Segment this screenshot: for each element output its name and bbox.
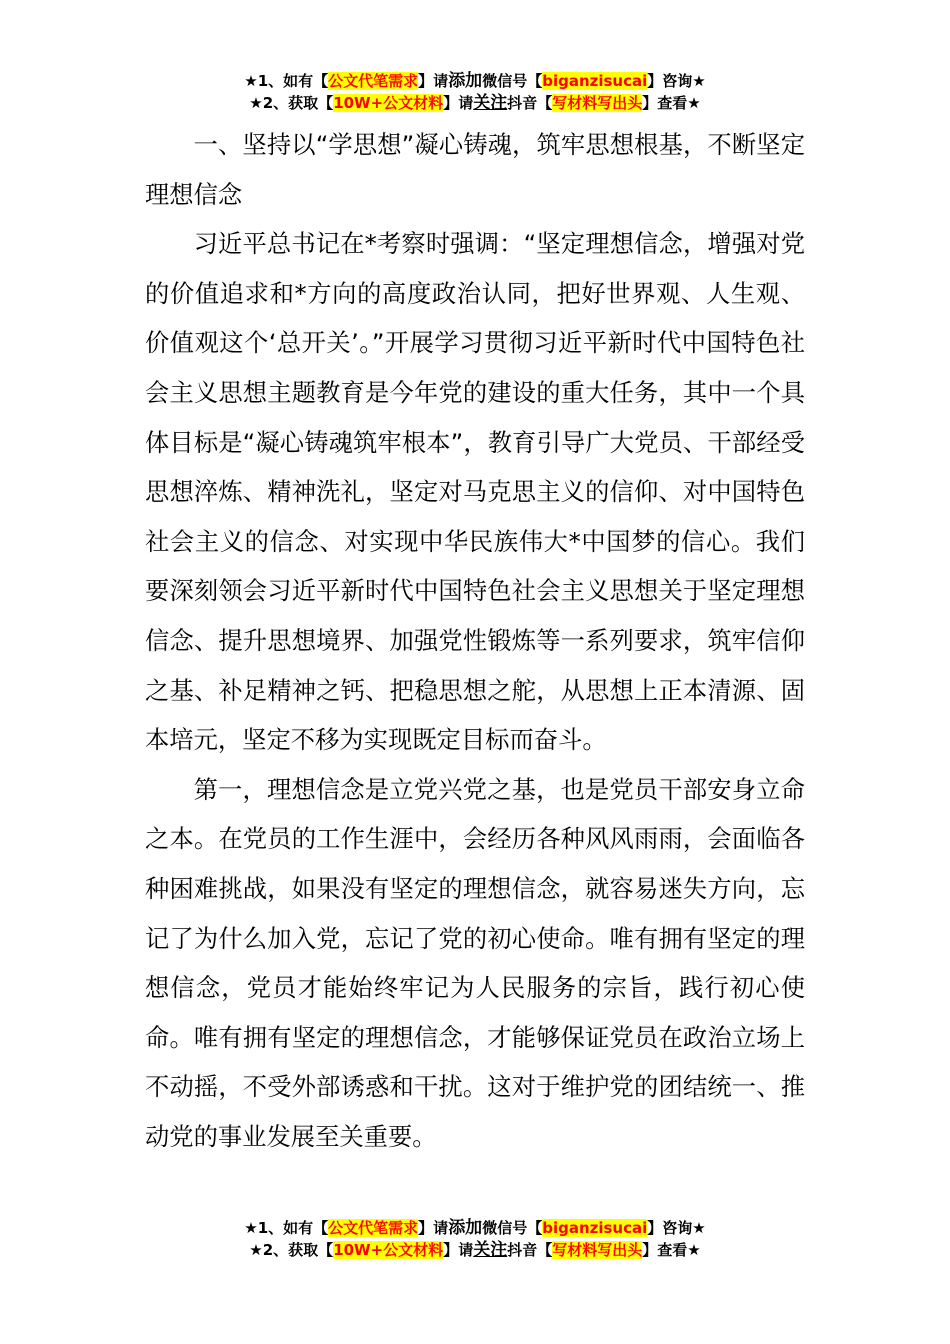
promo-text: 】查看★ (642, 1241, 701, 1259)
promo-text: 】咨询★ (647, 1219, 706, 1237)
promo-line-2 (0, 1239, 950, 1261)
promo-text: 】查看★ (642, 94, 701, 112)
promo-line-2 (0, 92, 950, 114)
promo-highlight-douyin: 写材料写出头 (552, 1241, 643, 1259)
promo-text: 】请 (443, 1241, 474, 1259)
promo-text: ★2、获取【 (249, 1241, 334, 1259)
promo-highlight-wechat: biganzisucai (542, 72, 648, 90)
promo-emphasis: 添加 (448, 1218, 483, 1238)
document-body (145, 120, 805, 1161)
paragraph: 第一，理想信念是立党兴党之基，也是党员干部安身立命之本。在党员的工作生涯中，会经历各种风风雨雨，会面临各种困难挑战，如果没有坚定的理想信念，就容易迷失方向，忘记了为什么加入党，忘记了党的初心使命。唯有拥有坚定的理想信念，党员才能始终牢记为人民服务的宗旨，践行初心使命。唯有拥有坚定的理想信念，才能够保证党员在政治立场上不动摇，不受外部诱惑和干扰。这对于维护党的团结统一、推动党的事业发展至关重要。 (145, 774, 805, 1151)
promo-highlight: 公文代笔需求 (328, 72, 419, 90)
promo-line-1 (0, 1217, 950, 1239)
promo-text: ★1、如有【 (244, 72, 329, 90)
promo-emphasis: 关注 (473, 93, 508, 113)
promo-text: 】请 (418, 72, 449, 90)
promo-text: 抖音【 (507, 1241, 553, 1259)
promo-highlight: 公文代笔需求 (328, 1219, 419, 1237)
promo-line-1 (0, 70, 950, 92)
promo-text: 微信号【 (482, 72, 543, 90)
promo-highlight-douyin: 写材料写出头 (552, 94, 643, 112)
promo-text: 】请 (443, 94, 474, 112)
promo-highlight: 10W+公文材料 (333, 94, 444, 112)
promo-text: 】咨询★ (647, 72, 706, 90)
paragraph: 习近平总书记在*考察时强调：“坚定理想信念，增强对党的价值追求和*方向的高度政治认同，把好世界观、人生观、价值观这个‘总开关’。”开展学习贯彻习近平新时代中国特色社会主义思想主题教育是今年党的建设的重大任务，其中一个具体目标是“凝心铸魂筑牢根本”，教育引导广大党员、干部经受思想淬炼、精神洗礼，坚定对马克思主义的信仰、对中国特色社会主义的信念、对实现中华民族伟大*中国梦的信心。我们要深刻领会习近平新时代中国特色社会主义思想关于坚定理想信念、提升思想境界、加强党性锻炼等一系列要求，筑牢信仰之基、补足精神之钙、把稳思想之舵，从思想上正本清源、固本培元，坚定不移为实现既定目标而奋斗。 (145, 229, 805, 755)
promo-text: 抖音【 (507, 94, 553, 112)
promo-text: ★1、如有【 (244, 1219, 329, 1237)
promo-text: 微信号【 (482, 1219, 543, 1237)
promo-banner-bottom (0, 1217, 950, 1261)
promo-highlight-wechat: biganzisucai (542, 1219, 648, 1237)
promo-banner-top (0, 70, 950, 114)
promo-emphasis: 关注 (473, 1240, 508, 1260)
promo-text: 】请 (418, 1219, 449, 1237)
section-heading: 一、坚持以“学思想”凝心铸魂，筑牢思想根基，不断坚定理想信念 (145, 130, 805, 209)
promo-text: ★2、获取【 (249, 94, 334, 112)
promo-highlight: 10W+公文材料 (333, 1241, 444, 1259)
promo-emphasis: 添加 (448, 71, 483, 91)
